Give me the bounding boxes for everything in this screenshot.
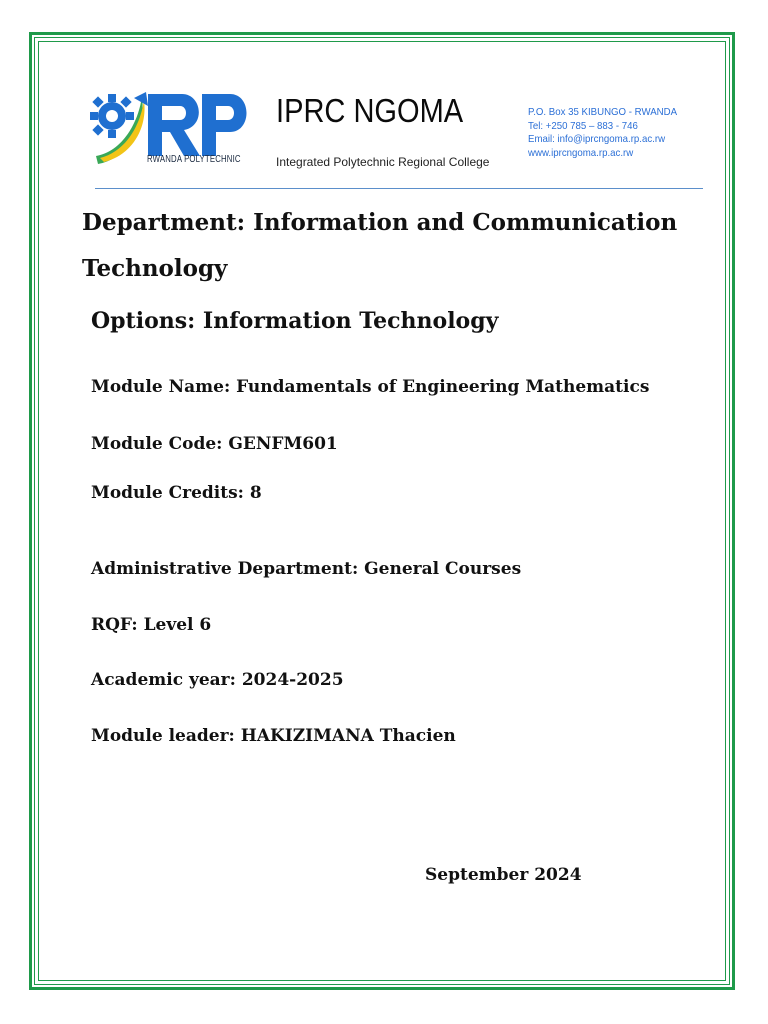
module-leader: Module leader: HAKIZIMANA Thacien xyxy=(91,726,456,746)
contact-address: P.O. Box 35 KIBUNGO - RWANDA xyxy=(528,106,678,118)
academic-year: Academic year: 2024-2025 xyxy=(91,670,344,690)
module-name: Module Name: Fundamentals of Engineering Mathematics xyxy=(91,377,650,397)
page-border-inner xyxy=(38,41,726,981)
module-credits: Module Credits: 8 xyxy=(91,483,262,503)
header-divider xyxy=(95,188,703,189)
contact-email: Email: info@iprcngoma.rp.ac.rw xyxy=(528,133,666,145)
module-code: Module Code: GENFM601 xyxy=(91,434,338,454)
rqf-level: RQF: Level 6 xyxy=(91,615,212,635)
contact-web: www.iprcngoma.rp.ac.rw xyxy=(528,146,634,159)
college-name: IPRC NGOMA xyxy=(276,92,464,129)
college-subtitle: Integrated Polytechnic Regional College xyxy=(276,155,490,169)
administrative-department: Administrative Department: General Courses xyxy=(91,559,522,579)
logo-caption: RWANDA POLYTECHNIC xyxy=(147,154,241,165)
department-heading: Department: Information and Communication Technology xyxy=(82,209,678,282)
contact-block xyxy=(528,106,677,160)
contact-tel: Tel: +250 785 – 883 - 746 xyxy=(528,119,638,132)
options-heading: Options: Information Technology xyxy=(91,308,499,334)
document-date: September 2024 xyxy=(425,865,582,885)
